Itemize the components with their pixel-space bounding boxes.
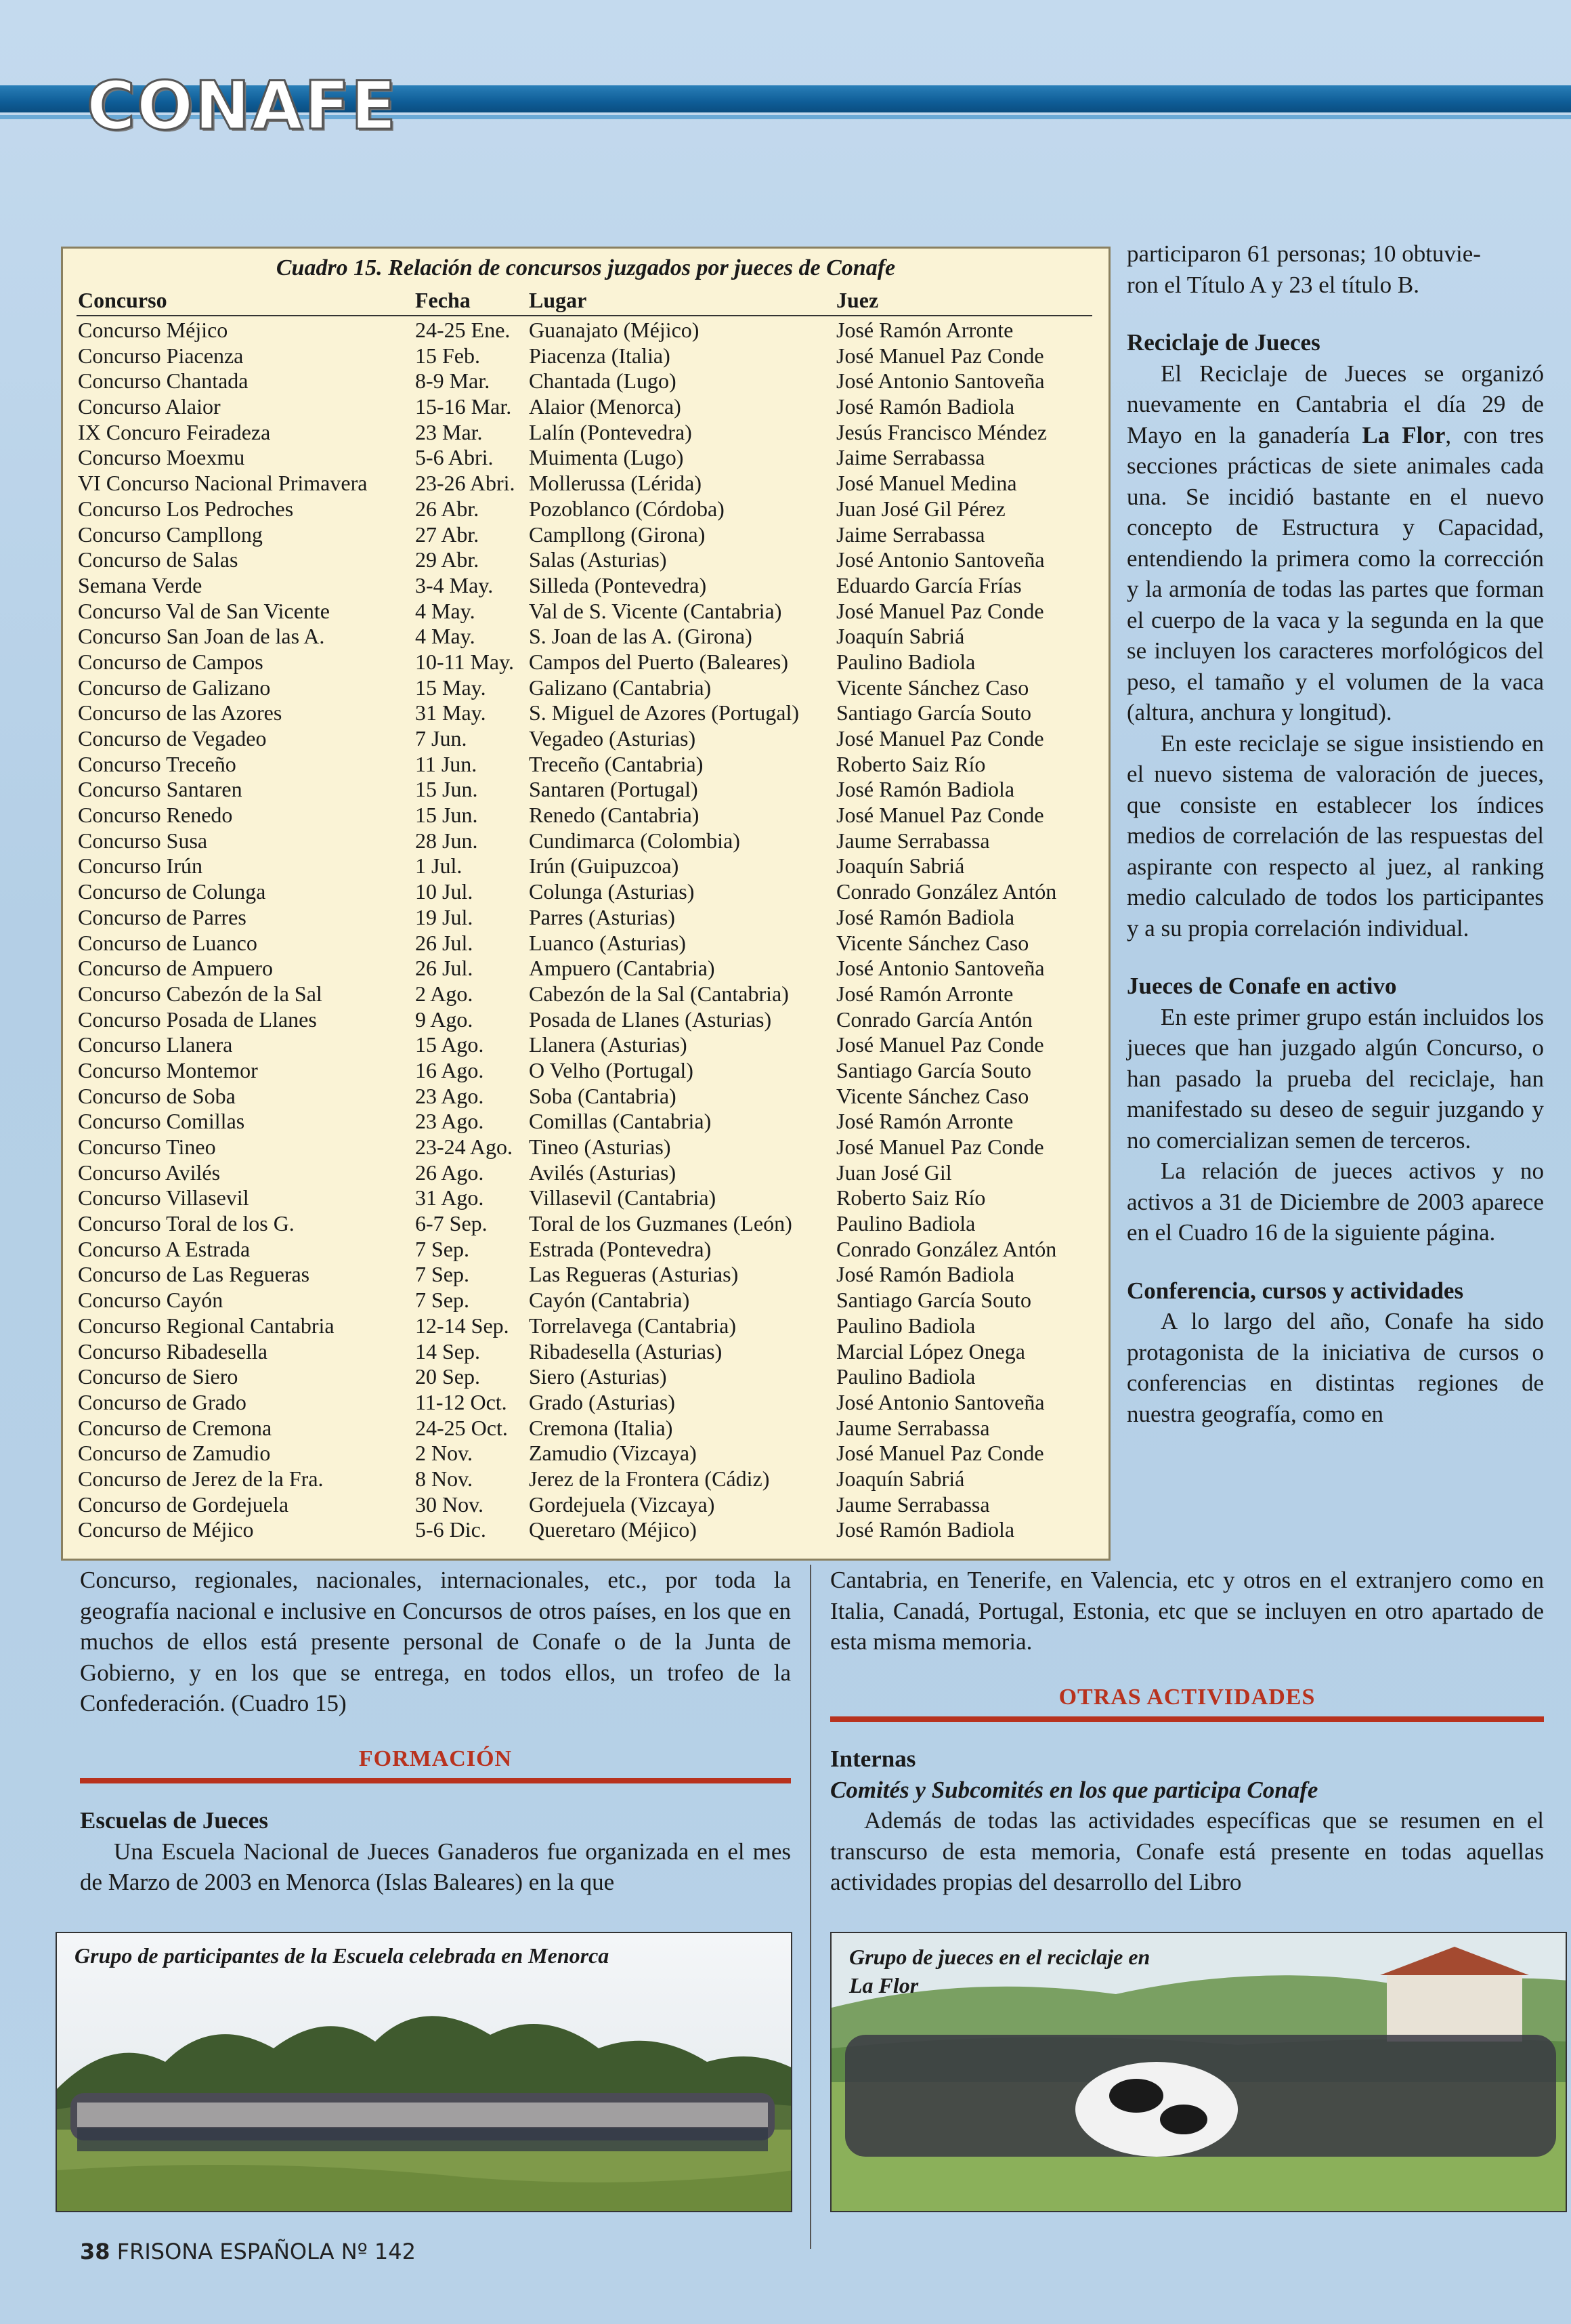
cell-concurso: IX Concuro Feiradeza	[78, 419, 271, 444]
table-row	[63, 599, 1109, 625]
table-row	[63, 1416, 1109, 1441]
cell-juez: Vicente Sánchez Caso	[836, 930, 1029, 955]
cell-lugar: Ampuero (Cantabria)	[529, 956, 715, 981]
reciclaje-p1-text-a: El Reciclaje de Jueces se organizó nuevamente en Cantabria el día 29 de Mayo en la ganadería	[1127, 360, 1544, 448]
cell-lugar: Posada de Llanes (Asturias)	[529, 1007, 772, 1032]
cell-fecha: 26 Ago.	[415, 1160, 484, 1185]
publication-name: FRISONA ESPAÑOLA	[116, 2239, 335, 2264]
cell-concurso: Concurso San Joan de las A.	[78, 624, 325, 649]
cell-lugar: Llanera (Asturias)	[529, 1032, 687, 1057]
cell-lugar: Piacenza (Italia)	[529, 343, 670, 368]
page-number: 38	[80, 2239, 110, 2264]
cell-juez: Marcial López Onega	[836, 1338, 1025, 1364]
cell-concurso: Concurso Treceño	[78, 751, 236, 776]
cell-juez: José Ramón Badiola	[836, 904, 1015, 929]
table-row	[63, 700, 1109, 726]
cell-juez: José Antonio Santoveña	[836, 547, 1045, 572]
comites-paragraph-1: Además de todas las actividades específicas que se resumen en el transcurso de esta memoria, Conafe está presente en todas aquellas actividades propias del desarrollo del Libro	[830, 1807, 1544, 1895]
issue-number: Nº 142	[341, 2239, 416, 2264]
cell-juez: Santiago García Souto	[836, 1288, 1031, 1313]
cell-concurso: Concurso Piacenza	[78, 343, 244, 368]
cell-juez: Santiago García Souto	[836, 1057, 1031, 1082]
table-body	[63, 318, 1109, 1543]
photo-la-flor-group	[830, 1932, 1567, 2212]
cell-lugar: Treceño (Cantabria)	[529, 751, 704, 776]
cell-concurso: Concurso Val de San Vicente	[78, 598, 330, 623]
activos-paragraph-1: En este primer grupo están incluidos los jueces que han juzgado algún Concurso, o han pasado la prueba del reciclaje, han manifestado su deseo de seguir juzgando y no comercializan semen de terceros.	[1127, 1003, 1544, 1154]
table-row	[63, 675, 1109, 701]
cell-concurso: Concurso Cabezón de la Sal	[78, 981, 322, 1006]
cell-juez: Santiago García Souto	[836, 700, 1031, 725]
cell-juez: José Manuel Paz Conde	[836, 803, 1044, 828]
cell-fecha: 15 Jun.	[415, 803, 478, 828]
cell-juez: Conrado González Antón	[836, 879, 1057, 904]
cell-fecha: 28 Jun.	[415, 828, 478, 853]
cell-fecha: 2 Nov.	[415, 1441, 473, 1466]
cell-fecha: 24-25 Ene.	[415, 318, 511, 342]
table-row	[63, 879, 1109, 905]
cell-concurso: Concurso de Gordejuela	[78, 1492, 289, 1517]
table-row	[63, 420, 1109, 446]
cell-juez: José Manuel Paz Conde	[836, 726, 1044, 751]
cell-juez: José Manuel Paz Conde	[836, 598, 1044, 623]
cell-juez: José Ramón Arronte	[836, 981, 1014, 1006]
cell-lugar: Campllong (Girona)	[529, 522, 706, 547]
brand-logo: CONAFE	[87, 68, 397, 145]
cell-juez: José Ramón Badiola	[836, 1262, 1015, 1287]
table-row	[63, 1288, 1109, 1313]
cell-concurso: Concurso Moexmu	[78, 445, 245, 470]
cell-lugar: Parres (Asturias)	[529, 904, 675, 929]
ganaderia-name: La Flor	[1362, 421, 1446, 448]
cell-concurso: Concurso Cayón	[78, 1288, 223, 1313]
table-row	[63, 1339, 1109, 1365]
reciclaje-paragraph-1	[1127, 358, 1544, 728]
cell-lugar: O Velho (Portugal)	[529, 1057, 693, 1082]
cell-concurso: Concurso Montemor	[78, 1057, 258, 1082]
cell-fecha: 9 Ago.	[415, 1007, 473, 1032]
cell-lugar: Las Regueras (Asturias)	[529, 1262, 739, 1287]
cell-fecha: 10 Jul.	[415, 879, 473, 904]
table-row	[63, 547, 1109, 573]
cell-lugar: Val de S. Vicente (Cantabria)	[529, 598, 782, 623]
cell-fecha: 15-16 Mar.	[415, 394, 512, 419]
cell-fecha: 6-7 Sep.	[415, 1211, 488, 1236]
cell-juez: José Manuel Medina	[836, 471, 1017, 496]
cell-concurso: Concurso Regional Cantabria	[78, 1313, 335, 1338]
cell-fecha: 20 Sep.	[415, 1364, 480, 1389]
cell-lugar: Tineo (Asturias)	[529, 1135, 671, 1159]
cell-juez: Jaime Serrabassa	[836, 445, 985, 470]
table-row	[63, 1262, 1109, 1288]
cell-juez: Paulino Badiola	[836, 649, 976, 674]
page-footer	[80, 2239, 416, 2264]
cell-concurso: Concurso A Estrada	[78, 1236, 251, 1261]
cell-fecha: 23 Mar.	[415, 419, 483, 444]
cell-juez: José Ramón Arronte	[836, 1109, 1014, 1134]
cell-concurso: Concurso Avilés	[78, 1160, 221, 1185]
cell-juez: José Antonio Santoveña	[836, 956, 1045, 981]
cell-fecha: 10-11 May.	[415, 649, 515, 674]
cell-lugar: Guanajato (Méjico)	[529, 318, 700, 342]
cell-fecha: 5-6 Dic.	[415, 1517, 486, 1542]
cell-lugar: Queretaro (Méjico)	[529, 1517, 697, 1542]
cell-lugar: Irún (Guipuzcoa)	[529, 853, 679, 879]
cell-juez: Jaime Serrabassa	[836, 522, 985, 547]
cell-fecha: 24-25 Oct.	[415, 1415, 508, 1440]
cell-lugar: Cabezón de la Sal (Cantabria)	[529, 981, 789, 1006]
cell-juez: Juan José Gil Pérez	[836, 496, 1006, 521]
cell-juez: Joaquín Sabriá	[836, 624, 965, 649]
table-header-fecha: Fecha	[415, 288, 471, 312]
cell-concurso: Concurso de Méjico	[78, 1517, 254, 1542]
cell-lugar: Gordejuela (Vizcaya)	[529, 1492, 715, 1517]
cell-juez: José Antonio Santoveña	[836, 368, 1045, 394]
escuelas-paragraph-1: Una Escuela Nacional de Jueces Ganaderos fue organizada en el mes de Marzo de 2003 en Menorca (Islas Baleares) en la que	[80, 1838, 791, 1895]
table-row	[63, 1109, 1109, 1135]
cell-concurso: Concurso Villasevil	[78, 1185, 249, 1210]
table-row	[63, 1441, 1109, 1466]
table-row	[63, 1211, 1109, 1237]
cell-lugar: Avilés (Asturias)	[529, 1160, 676, 1185]
cell-concurso: Concurso Chantada	[78, 368, 249, 394]
cell-lugar: Renedo (Cantabria)	[529, 803, 700, 828]
table-row	[63, 368, 1109, 394]
cell-concurso: Concurso de Luanco	[78, 930, 257, 955]
cell-lugar: Muimenta (Lugo)	[529, 445, 684, 470]
table-row	[63, 497, 1109, 522]
cell-juez: Jaume Serrabassa	[836, 1492, 990, 1517]
table-row	[63, 853, 1109, 879]
cell-juez: Jesús Francisco Méndez	[836, 419, 1048, 444]
table-row	[63, 318, 1109, 343]
table-row	[63, 573, 1109, 599]
reciclaje-p1-text-b: , con tres secciones prácticas de siete animales cada una. Se incidió bastante en el nuevo concepto de Estructura y Capacidad, entendiendo la primera como la corrección y la armonía de todas las partes que forman el cuerpo de la vaca y la segunda en la que se incluyen los caracteres morfológicos del peso, el tamaño y el volumen de la vaca (altura, anchura y longitud).	[1127, 421, 1545, 725]
table-row	[63, 1185, 1109, 1211]
cell-juez: José Manuel Paz Conde	[836, 1441, 1044, 1466]
formacion-section-heading: FORMACIÓN	[80, 1744, 791, 1784]
cell-fecha: 12-14 Sep.	[415, 1313, 509, 1338]
cell-fecha: 14 Sep.	[415, 1338, 480, 1364]
cell-concurso: Concurso Campllong	[78, 522, 263, 547]
table-row	[63, 803, 1109, 828]
table-header-lugar: Lugar	[529, 288, 587, 312]
cell-lugar: Cremona (Italia)	[529, 1415, 673, 1440]
cell-concurso: Concurso de Colunga	[78, 879, 266, 904]
cell-fecha: 26 Jul.	[415, 930, 473, 955]
cell-concurso: Concurso de Vegadeo	[78, 726, 267, 751]
cell-concurso: Concurso Irún	[78, 853, 202, 879]
cell-lugar: Jerez de la Frontera (Cádiz)	[529, 1466, 770, 1491]
cell-fecha: 7 Sep.	[415, 1236, 469, 1261]
cell-fecha: 8-9 Mar.	[415, 368, 490, 394]
intro-line-2: ron el Título A y 23 el título B.	[1127, 271, 1419, 298]
photo-la-flor-caption-line-1: Grupo de jueces en el reciclaje en	[849, 1945, 1150, 1969]
cell-fecha: 31 May.	[415, 700, 486, 725]
cell-juez: Jaume Serrabassa	[836, 1415, 990, 1440]
cell-fecha: 15 Jun.	[415, 777, 478, 802]
cell-concurso: Concurso de Ampuero	[78, 956, 273, 981]
cell-fecha: 30 Nov.	[415, 1492, 484, 1517]
photo-menorca-illustration	[57, 1933, 792, 2212]
cell-lugar: Comillas (Cantabria)	[529, 1109, 712, 1134]
cell-fecha: 15 Ago.	[415, 1032, 484, 1057]
cell-lugar: Campos del Puerto (Baleares)	[529, 649, 788, 674]
cell-fecha: 7 Sep.	[415, 1288, 469, 1313]
cell-fecha: 19 Jul.	[415, 904, 473, 929]
table-row	[63, 1135, 1109, 1160]
cell-lugar: Torrelavega (Cantabria)	[529, 1313, 737, 1338]
cell-lugar: Vegadeo (Asturias)	[529, 726, 696, 751]
table-header-juez: Juez	[836, 288, 879, 312]
photo-menorca-group	[56, 1932, 792, 2212]
conferencia-heading: Conferencia, cursos y actividades	[1127, 1277, 1464, 1304]
cell-juez: Joaquín Sabriá	[836, 853, 965, 879]
cell-concurso: VI Concurso Nacional Primavera	[78, 471, 368, 496]
cell-juez: José Antonio Santoveña	[836, 1389, 1045, 1414]
internas-heading: Internas	[830, 1746, 916, 1772]
cell-fecha: 31 Ago.	[415, 1185, 484, 1210]
cell-concurso: Concurso Susa	[78, 828, 208, 853]
cell-lugar: Galizano (Cantabria)	[529, 675, 712, 700]
concursos-table	[61, 247, 1111, 1561]
cell-lugar: Villasevil (Cantabria)	[529, 1185, 716, 1210]
escuelas-heading: Escuelas de Jueces	[80, 1807, 269, 1834]
table-row	[63, 828, 1109, 854]
conferencia-paragraph-1: A lo largo del año, Conafe ha sido protagonista de la iniciativa de cursos o conferencias en distintas regiones de nuestra geografía, como en	[1127, 1308, 1544, 1427]
cell-lugar: Silleda (Pontevedra)	[529, 572, 707, 597]
cell-fecha: 16 Ago.	[415, 1057, 484, 1082]
cell-juez: Conrado García Antón	[836, 1007, 1033, 1032]
cell-juez: José Manuel Paz Conde	[836, 343, 1044, 368]
table-row	[63, 931, 1109, 956]
cell-lugar: Siero (Asturias)	[529, 1364, 667, 1389]
cell-concurso: Concurso Tineo	[78, 1135, 216, 1159]
cell-juez: José Ramón Badiola	[836, 394, 1015, 419]
reciclaje-paragraph-2: En este reciclaje se sigue insistiendo en el nuevo sistema de valoración de jueces, que consiste en establecer los índices medios de correlación de las respuestas del aspirante con respecto al juez, al ranking medio calculado de todos los participantes y a su propia correlación individual.	[1127, 730, 1544, 942]
cell-lugar: S. Joan de las A. (Girona)	[529, 624, 752, 649]
right-column-top	[1127, 238, 1544, 1429]
table-header-concurso: Concurso	[78, 288, 167, 312]
table-row	[63, 1032, 1109, 1058]
cell-fecha: 3-4 May.	[415, 572, 494, 597]
cell-juez: Paulino Badiola	[836, 1313, 976, 1338]
cell-juez: Juan José Gil	[836, 1160, 952, 1185]
table-row	[63, 981, 1109, 1007]
column-divider	[810, 1565, 811, 2249]
comites-heading: Comités y Subcomités en los que participa Conafe	[830, 1776, 1318, 1803]
photo-la-flor-caption	[849, 1943, 1150, 2000]
table-title: Cuadro 15. Relación de concursos juzgados por jueces de Conafe	[276, 255, 896, 280]
table-row	[63, 777, 1109, 803]
cell-concurso: Concurso Los Pedroches	[78, 496, 294, 521]
cell-fecha: 26 Abr.	[415, 496, 479, 521]
cell-fecha: 23 Ago.	[415, 1109, 484, 1134]
cell-juez: Paulino Badiola	[836, 1364, 976, 1389]
table-row	[63, 1390, 1109, 1416]
cell-concurso: Concurso Alaior	[78, 394, 221, 419]
cell-concurso: Concurso de Jerez de la Fra.	[78, 1466, 324, 1491]
cell-fecha: 26 Jul.	[415, 956, 473, 981]
cell-juez: José Ramón Badiola	[836, 777, 1015, 802]
table-row	[63, 1492, 1109, 1518]
cell-concurso: Concurso Méjico	[78, 318, 228, 342]
cell-concurso: Concurso Ribadesella	[78, 1338, 267, 1364]
cell-lugar: Ribadesella (Asturias)	[529, 1338, 723, 1364]
conferencia-continuation: Cantabria, en Tenerife, en Valencia, etc y otros en el extranjero como en Italia, Canadá, Portugal, Estonia, etc que se incluyen en otro apartado de esta misma memoria.	[830, 1567, 1544, 1655]
cell-juez: José Ramón Badiola	[836, 1517, 1015, 1542]
cell-lugar: Cayón (Cantabria)	[529, 1288, 690, 1313]
table-row	[63, 956, 1109, 981]
cell-fecha: 23-24 Ago.	[415, 1135, 513, 1159]
cell-lugar: Luanco (Asturias)	[529, 930, 686, 955]
table-row	[63, 1160, 1109, 1186]
table-header-rule	[77, 315, 1092, 316]
cell-fecha: 27 Abr.	[415, 522, 479, 547]
cell-fecha: 1 Jul.	[415, 853, 462, 879]
table-row	[63, 1313, 1109, 1339]
cell-fecha: 7 Jun.	[415, 726, 467, 751]
cell-concurso: Concurso de las Azores	[78, 700, 282, 725]
cell-juez: Conrado González Antón	[836, 1236, 1057, 1261]
table-row	[63, 394, 1109, 420]
activos-heading: Jueces de Conafe en activo	[1127, 973, 1397, 999]
cell-juez: José Ramón Arronte	[836, 318, 1014, 342]
photo-menorca-caption: Grupo de participantes de la Escuela celebrada en Menorca	[74, 1943, 609, 1968]
cell-lugar: Colunga (Asturias)	[529, 879, 695, 904]
cell-concurso: Concurso Posada de Llanes	[78, 1007, 317, 1032]
cell-concurso: Concurso de Las Regueras	[78, 1262, 310, 1287]
reciclaje-heading: Reciclaje de Jueces	[1127, 329, 1320, 356]
activos-paragraph-2: La relación de jueces activos y no activos a 31 de Diciembre de 2003 aparece en el Cuadro 16 de la siguiente página.	[1127, 1158, 1544, 1246]
cell-juez: Eduardo García Frías	[836, 572, 1022, 597]
cell-fecha: 2 Ago.	[415, 981, 473, 1006]
cell-lugar: Toral de los Guzmanes (León)	[529, 1211, 792, 1236]
cell-fecha: 15 Feb.	[415, 343, 480, 368]
table-row	[63, 752, 1109, 778]
cell-juez: Paulino Badiola	[836, 1211, 976, 1236]
cell-lugar: Chantada (Lugo)	[529, 368, 676, 394]
cell-fecha: 4 May.	[415, 624, 475, 649]
table-row	[63, 1517, 1109, 1543]
cell-juez: Jaume Serrabassa	[836, 828, 990, 853]
cell-lugar: Salas (Asturias)	[529, 547, 667, 572]
concursos-continuation: Concurso, regionales, nacionales, internacionales, etc., por toda la geografía nacional e inclusive en Concursos de otros países, en los que en muchos de ellos está presente personal de Conafe o de la Junta de Gobierno, y en los que se entrega, en todos ellos, un trofeo de la Confederación. (Cuadro 15)	[80, 1567, 791, 1716]
cell-lugar: Mollerussa (Lérida)	[529, 471, 702, 496]
cell-concurso: Concurso Renedo	[78, 803, 233, 828]
table-row	[63, 1237, 1109, 1263]
table-row	[63, 726, 1109, 752]
table-row	[63, 522, 1109, 548]
cell-concurso: Concurso de Galizano	[78, 675, 271, 700]
intro-line-1: participaron 61 personas; 10 obtuvie-	[1127, 240, 1481, 267]
cell-fecha: 4 May.	[415, 598, 475, 623]
cell-lugar: Grado (Asturias)	[529, 1389, 675, 1414]
cell-fecha: 23-26 Abri.	[415, 471, 515, 496]
cell-lugar: Estrada (Pontevedra)	[529, 1236, 712, 1261]
cell-lugar: S. Miguel de Azores (Portugal)	[529, 700, 800, 725]
cell-concurso: Concurso Comillas	[78, 1109, 245, 1134]
cell-lugar: Santaren (Portugal)	[529, 777, 698, 802]
cell-fecha: 7 Sep.	[415, 1262, 469, 1287]
table-row	[63, 445, 1109, 471]
cell-juez: José Manuel Paz Conde	[836, 1135, 1044, 1159]
cell-fecha: 11-12 Oct.	[415, 1389, 507, 1414]
cell-concurso: Concurso de Parres	[78, 904, 246, 929]
cell-fecha: 11 Jun.	[415, 751, 477, 776]
cell-juez: Joaquín Sabriá	[836, 1466, 965, 1491]
cell-concurso: Concurso Santaren	[78, 777, 242, 802]
table-row	[63, 1007, 1109, 1033]
cell-juez: Roberto Saiz Río	[836, 751, 986, 776]
cell-concurso: Concurso de Campos	[78, 649, 263, 674]
cell-concurso: Concurso Llanera	[78, 1032, 233, 1057]
cell-lugar: Cundimarca (Colombia)	[529, 828, 740, 853]
right-column-bottom	[830, 1565, 1544, 1898]
table-row	[63, 343, 1109, 369]
cell-lugar: Pozoblanco (Córdoba)	[529, 496, 725, 521]
photo-la-flor-caption-line-2: La Flor	[849, 1973, 919, 1998]
cell-concurso: Concurso de Cremona	[78, 1415, 272, 1440]
cell-juez: Vicente Sánchez Caso	[836, 1083, 1029, 1108]
cell-fecha: 8 Nov.	[415, 1466, 473, 1491]
cell-concurso: Concurso de Salas	[78, 547, 238, 572]
table-row	[63, 1058, 1109, 1084]
cell-concurso: Concurso de Siero	[78, 1364, 238, 1389]
cell-lugar: Lalín (Pontevedra)	[529, 419, 692, 444]
cell-lugar: Soba (Cantabria)	[529, 1083, 676, 1108]
cell-concurso: Concurso de Grado	[78, 1389, 246, 1414]
table-row	[63, 1084, 1109, 1110]
cell-fecha: 5-6 Abri.	[415, 445, 494, 470]
cell-concurso: Concurso Toral de los G.	[78, 1211, 295, 1236]
cell-fecha: 15 May.	[415, 675, 486, 700]
cell-juez: Vicente Sánchez Caso	[836, 675, 1029, 700]
cell-fecha: 23 Ago.	[415, 1083, 484, 1108]
table-row	[63, 624, 1109, 650]
table-row	[63, 471, 1109, 497]
cell-juez: Roberto Saiz Río	[836, 1185, 986, 1210]
cell-concurso: Semana Verde	[78, 572, 202, 597]
cell-juez: José Manuel Paz Conde	[836, 1032, 1044, 1057]
table-row	[63, 1364, 1109, 1390]
left-column-bottom	[80, 1565, 791, 1898]
cell-concurso: Concurso de Soba	[78, 1083, 236, 1108]
cell-fecha: 29 Abr.	[415, 547, 479, 572]
cell-concurso: Concurso de Zamudio	[78, 1441, 271, 1466]
table-row	[63, 1466, 1109, 1492]
cell-lugar: Zamudio (Vizcaya)	[529, 1441, 697, 1466]
cell-lugar: Alaior (Menorca)	[529, 394, 681, 419]
otras-actividades-section-heading: OTRAS ACTIVIDADES	[830, 1682, 1544, 1723]
table-row	[63, 650, 1109, 675]
table-row	[63, 905, 1109, 931]
